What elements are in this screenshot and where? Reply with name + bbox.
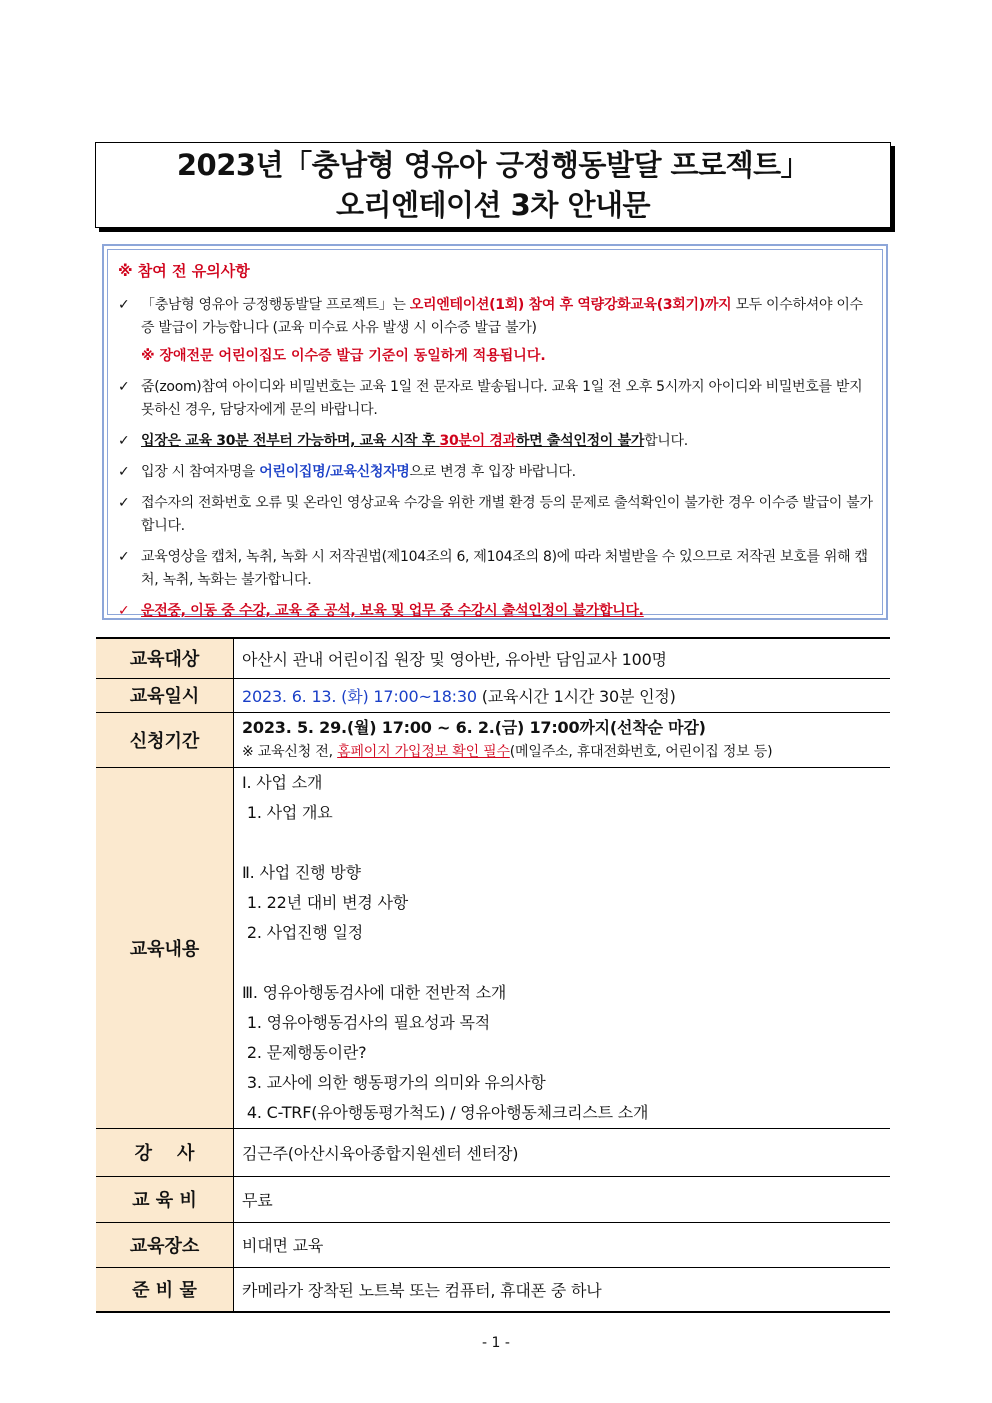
content-line: 2. 문제행동이란? (242, 1042, 367, 1062)
date-note: (교육시간 1시간 30분 인정) (476, 686, 676, 706)
row-date (96, 678, 890, 712)
value-content (234, 767, 891, 1128)
check-icon: ✓ (118, 549, 130, 565)
content-line: 1. 영유아행동검사의 필요성과 목적 (242, 1012, 490, 1032)
label-fee: 교 육 비 (96, 1176, 234, 1222)
row-lecturer (96, 1128, 890, 1176)
title-box (95, 142, 891, 228)
value-fee: 무료 (234, 1176, 891, 1222)
label-prep: 준 비 물 (96, 1267, 234, 1312)
title-line-2: 오리엔테이션 3차 안내문 (335, 188, 650, 222)
content-line: 1. 22년 대비 변경 사항 (242, 892, 409, 912)
notice-item-3-text-d: 합니다. (644, 433, 688, 449)
label-target: 교육대상 (96, 638, 234, 678)
content-line: Ⅱ. 사업 진행 방향 (242, 862, 361, 882)
content-line (242, 948, 882, 978)
value-place: 비대면 교육 (234, 1222, 891, 1267)
content-line: 3. 교사에 의한 행동평가의 의미와 유의사항 (242, 1072, 546, 1092)
info-table (96, 637, 890, 1313)
notice-item-4 (118, 461, 874, 484)
notice-item-3-text-b: 30분이 경과 (439, 433, 516, 449)
row-apply (96, 712, 890, 767)
notice-item-5-text: 접수자의 전화번호 오류 및 온라인 영상교육 수강을 위한 개별 환경 등의 문제로 출석확인이 불가한 경우 이수증 발급이 불가합니다. (141, 495, 873, 534)
notice-item-6-text: 교육영상을 캡처, 녹취, 녹화 시 저작권법(제104조의 6, 제104조의 8)에 따라 처벌받을 수 있으므로 저작권 보호를 위해 캡처, 녹취, 녹화는 불가합니다. (141, 549, 868, 588)
notice-item-6 (118, 546, 874, 592)
notice-item-2-text: 줌(zoom)참여 아이디와 비밀번호는 교육 1일 전 문자로 발송됩니다. 교육 1일 전 오후 5시까지 아이디와 비밀번호를 받지 못하신 경우, 담당자에게 문의 바랍니다. (141, 379, 863, 418)
notice-item-4-text-b: 어린이집명/교육신청자명 (259, 464, 410, 480)
notice-item-1-text-c: 모두 이수하셔야 이수증 발급이 가능합니다 (교육 미수료 사유 발생 시 이수증 발급 불가) (141, 297, 863, 336)
check-icon: ✓ (118, 379, 130, 395)
value-date (234, 678, 891, 712)
value-lecturer: 김근주(아산시육아종합지원센터 센터장) (234, 1128, 891, 1176)
notice-item-5 (118, 492, 874, 538)
notice-item-4-text-c: 으로 변경 후 입장 바랍니다. (409, 464, 576, 480)
row-fee (96, 1176, 890, 1222)
notice-item-1-text-a: 「충남형 영유아 긍정행동발달 프로젝트」는 (141, 297, 410, 313)
value-target: 아산시 관내 어린이집 원장 및 영아반, 유아반 담임교사 100명 (234, 638, 891, 678)
row-place (96, 1222, 890, 1267)
content-line (242, 828, 882, 858)
label-apply: 신청기간 (96, 712, 234, 767)
check-icon: ✓ (118, 495, 130, 511)
content-line: Ⅰ. 사업 소개 (242, 772, 323, 792)
row-prep (96, 1267, 890, 1312)
check-icon: ✓ (118, 603, 130, 619)
notice-item-3 (118, 430, 874, 453)
notice-item-3-text-a: 입장은 교육 30분 전부터 가능하며, 교육 시작 후 (141, 433, 440, 449)
notice-item-4-text-a: 입장 시 참여자명을 (141, 464, 260, 480)
label-date: 교육일시 (96, 678, 234, 712)
notice-item-1-sub: ※ 장애전문 어린이집도 이수증 발급 기준이 동일하게 적용됩니다. (141, 348, 546, 364)
label-place: 교육장소 (96, 1222, 234, 1267)
row-target (96, 638, 890, 678)
content-line: 4. C-TRF(유아행동평가척도) / 영유아행동체크리스트 소개 (242, 1102, 649, 1122)
notice-item-7 (118, 600, 874, 623)
date-value: 2023. 6. 13. (화) 17:00~18:30 (242, 686, 477, 706)
notice-item-7-text: 운전중, 이동 중 수강, 교육 중 공석, 보육 및 업무 중 수강시 출석인정이 불가합니다. (141, 603, 644, 619)
content-line: 1. 사업 개요 (242, 802, 333, 822)
notice-item-3-text-c: 하면 출석인정이 불가 (515, 433, 645, 449)
check-icon: ✓ (118, 433, 130, 449)
value-apply (234, 712, 891, 767)
page-number: - 1 - (482, 1335, 510, 1351)
check-icon: ✓ (118, 464, 130, 480)
notice-item-1-text-b: 오리엔테이션(1회) 참여 후 역량강화교육(3회기)까지 (409, 297, 732, 313)
notice-heading: ※ 참여 전 유의사항 (118, 262, 250, 280)
apply-note-b: 홈페이지 가입정보 확인 필수 (337, 743, 510, 760)
check-icon: ✓ (118, 297, 130, 313)
apply-note (242, 740, 882, 764)
content-line: Ⅲ. 영유아행동검사에 대한 전반적 소개 (242, 982, 507, 1002)
notice-item-1 (118, 294, 874, 340)
content-line: 2. 사업진행 일정 (242, 922, 364, 942)
notice-inner (107, 249, 883, 619)
apply-note-a: ※ 교육신청 전, (242, 743, 338, 760)
label-lecturer: 강 사 (96, 1128, 234, 1176)
apply-note-c: (메일주소, 휴대전화번호, 어린이집 정보 등) (509, 743, 773, 760)
label-content: 교육내용 (96, 767, 234, 1128)
row-content (96, 767, 890, 1128)
apply-period: 2023. 5. 29.(월) 17:00 ~ 6. 2.(금) 17:00까지(선착순 마감) (242, 717, 706, 737)
title-line-1: 2023년「충남형 영유아 긍정행동발달 프로젝트」 (176, 148, 810, 182)
notice-box (102, 244, 888, 620)
value-prep: 카메라가 장착된 노트북 또는 컴퓨터, 휴대폰 중 하나 (234, 1267, 891, 1312)
notice-item-2 (118, 376, 874, 422)
